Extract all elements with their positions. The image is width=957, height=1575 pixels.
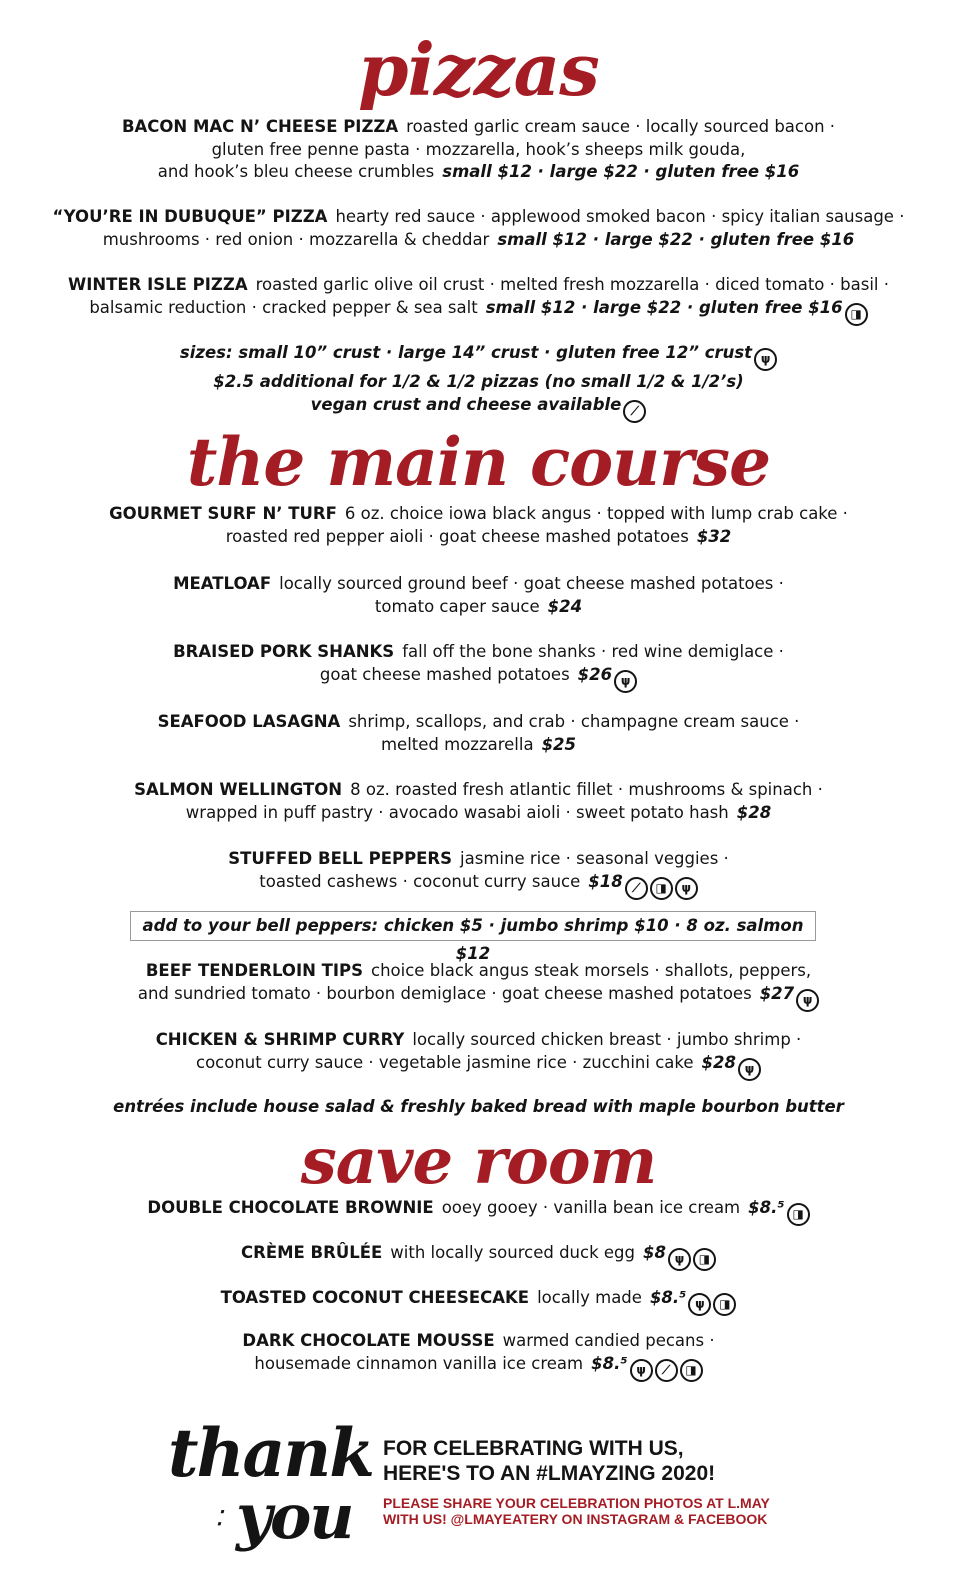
- item-name: BRAISED PORK SHANKS: [173, 642, 395, 661]
- item-desc: jasmine rice · seasonal veggies ·: [460, 849, 729, 868]
- save-room-heading: save room: [300, 1124, 657, 1199]
- bell-pepper-addons: add to your bell peppers: chicken $5 · jumbo shrimp $10 · 8 oz. salmon $12: [130, 911, 816, 941]
- item-desc-2: wrapped in puff pastry · avocado wasabi aioli · sweet potato hash: [185, 802, 729, 822]
- menu-item-chicken-shrimp-curry: [0, 1029, 957, 1081]
- share-line-2: WITH US! @LMAYEATERY ON INSTAGRAM & FACEBOOK: [383, 1511, 768, 1527]
- item-name: GOURMET SURF N’ TURF: [109, 504, 337, 523]
- wheat-icon: ψ: [630, 1359, 653, 1382]
- item-desc: ooey gooey · vanilla bean ice cream: [441, 1198, 741, 1217]
- celebration-message: [383, 1436, 715, 1486]
- item-desc: with locally sourced duck egg: [390, 1243, 635, 1262]
- item-price: $8.⁵: [748, 1198, 785, 1217]
- menu-item-meatloaf: [0, 573, 957, 618]
- item-desc: locally sourced ground beef · goat cheese mashed potatoes ·: [279, 574, 784, 593]
- item-desc-2: coconut curry sauce · vegetable jasmine rice · zucchini cake: [196, 1052, 694, 1072]
- menu-item-coconut-cheesecake: [0, 1287, 957, 1316]
- milk-icon: ◨: [680, 1359, 703, 1382]
- pizza-notes: [0, 342, 957, 423]
- wheat-icon: ψ: [675, 877, 698, 900]
- menu-item-pork-shanks: [0, 641, 957, 693]
- thank-word: thank: [168, 1414, 373, 1492]
- celebration-line-1: FOR CELEBRATING WITH US,: [383, 1437, 684, 1460]
- wheat-icon: ψ: [614, 670, 637, 693]
- menu-item-salmon-wellington: [0, 779, 957, 824]
- item-desc: locally sourced chicken breast · jumbo shrimp ·: [412, 1030, 802, 1049]
- item-desc-2: goat cheese mashed potatoes: [319, 664, 570, 684]
- wheat-icon: ψ: [754, 348, 777, 371]
- item-name: SALMON WELLINGTON: [134, 780, 343, 799]
- item-name: “YOU’RE IN DUBUQUE” PIZZA: [52, 207, 328, 226]
- menu-item-creme-brulee: [0, 1242, 957, 1271]
- item-name: WINTER ISLE PIZZA: [68, 275, 248, 294]
- item-desc: warmed candied pecans ·: [502, 1331, 715, 1350]
- item-name: DOUBLE CHOCOLATE BROWNIE: [147, 1198, 434, 1217]
- menu-item-bacon-mac-pizza: [0, 116, 957, 184]
- item-price: $24: [547, 596, 583, 616]
- item-price: small $12 · large $22 · gluten free $16: [442, 162, 800, 181]
- item-price: $18: [588, 871, 623, 891]
- item-desc: choice black angus steak morsels · shallots, peppers,: [371, 961, 812, 980]
- share-line-1: PLEASE SHARE YOUR CELEBRATION PHOTOS AT L.MAY: [383, 1495, 770, 1511]
- thank-you-script: [168, 1414, 373, 1568]
- celebration-line-2: HERE'S TO AN #LMAYZING 2020!: [383, 1462, 716, 1485]
- wheat-icon: ψ: [688, 1293, 711, 1316]
- item-name: BACON MAC N’ CHEESE PIZZA: [121, 117, 399, 136]
- decorative-dots: ⁚: [216, 1506, 223, 1530]
- you-word: you: [236, 1480, 353, 1553]
- pizza-vegan-note: vegan crust and cheese available: [310, 394, 622, 414]
- pizzas-heading: pizzas: [358, 27, 599, 112]
- wheat-icon: ψ: [668, 1248, 691, 1271]
- entree-note-text: entrées include house salad & freshly baked bread with maple bourbon butter: [113, 1097, 844, 1116]
- item-desc-2: roasted red pepper aioli · goat cheese mashed potatoes: [225, 526, 689, 546]
- wheat-icon: ψ: [738, 1058, 761, 1081]
- item-price: $25: [541, 734, 577, 754]
- item-price: $27: [759, 983, 795, 1003]
- milk-icon: ◨: [713, 1293, 736, 1316]
- entree-note: [0, 1096, 957, 1119]
- item-desc-2: melted mozzarella: [380, 734, 534, 754]
- milk-icon: ◨: [845, 303, 868, 326]
- pizza-half-note: $2.5 additional for 1/2 & 1/2 pizzas (no small 1/2 & 1/2’s): [213, 372, 744, 391]
- milk-icon: ◨: [650, 877, 673, 900]
- item-price: $32: [696, 526, 732, 546]
- item-name: CRÈME BRÛLÉE: [241, 1243, 383, 1262]
- item-desc: shrimp, scallops, and crab · champagne cream sauce ·: [348, 712, 800, 731]
- item-desc: hearty red sauce · applewood smoked bacon · spicy italian sausage ·: [335, 207, 905, 226]
- carrot-icon: ⟋: [625, 877, 648, 900]
- carrot-icon: ⟋: [655, 1359, 678, 1382]
- item-name: SEAFOOD LASAGNA: [157, 712, 341, 731]
- main-course-heading: the main course: [186, 423, 771, 501]
- wheat-icon: ψ: [796, 989, 819, 1012]
- item-price: $8: [643, 1243, 666, 1262]
- item-desc: locally made: [537, 1288, 642, 1307]
- item-name: DARK CHOCOLATE MOUSSE: [242, 1331, 495, 1350]
- item-name: STUFFED BELL PEPPERS: [228, 849, 453, 868]
- milk-icon: ◨: [787, 1203, 810, 1226]
- carrot-icon: ⟋: [623, 400, 646, 423]
- item-desc: roasted garlic olive oil crust · melted fresh mozzarella · diced tomato · basil ·: [255, 275, 889, 294]
- item-desc: 6 oz. choice iowa black angus · topped with lump crab cake ·: [344, 504, 848, 523]
- item-price: $8.⁵: [649, 1288, 687, 1307]
- item-desc-2: and sundried tomato · bourbon demiglace · goat cheese mashed potatoes: [137, 983, 752, 1003]
- item-price: $28: [701, 1052, 736, 1072]
- item-price: $28: [736, 802, 772, 822]
- pizza-sizes-note: sizes: small 10” crust · large 14” crust · gluten free 12” crust: [179, 343, 753, 362]
- item-desc-2: balsamic reduction · cracked pepper & sea salt: [89, 297, 478, 317]
- menu-item-winter-isle-pizza: [0, 274, 957, 326]
- menu-item-seafood-lasagna: [0, 711, 957, 756]
- item-desc-2: mushrooms · red onion · mozzarella & cheddar: [102, 229, 490, 249]
- item-price: small $12 · large $22 · gluten free $16: [485, 297, 843, 317]
- item-price: $8.⁵: [591, 1353, 628, 1373]
- social-share-message: [383, 1495, 770, 1527]
- item-desc-2: toasted cashews · coconut curry sauce: [259, 871, 581, 891]
- item-desc: 8 oz. roasted fresh atlantic fillet · mushrooms & spinach ·: [350, 780, 823, 799]
- menu-item-stuffed-peppers: [0, 848, 957, 900]
- item-name: CHICKEN & SHRIMP CURRY: [155, 1030, 405, 1049]
- menu-item-dubuque-pizza: [0, 206, 957, 251]
- item-name: TOASTED COCONUT CHEESECAKE: [220, 1288, 530, 1307]
- item-desc: roasted garlic cream sauce · locally sourced bacon ·: [406, 117, 836, 136]
- item-desc-2: tomato caper sauce: [374, 596, 540, 616]
- milk-icon: ◨: [693, 1248, 716, 1271]
- item-desc: fall off the bone shanks · red wine demiglace ·: [402, 642, 784, 661]
- item-price: small $12 · large $22 · gluten free $16: [497, 229, 855, 249]
- item-desc-3: and hook’s bleu cheese crumbles: [157, 162, 435, 181]
- menu-item-brownie: [0, 1197, 957, 1226]
- item-desc-2: gluten free penne pasta · mozzarella, hook’s sheeps milk gouda,: [211, 139, 746, 159]
- menu-item-chocolate-mousse: [0, 1330, 957, 1382]
- item-desc-2: housemade cinnamon vanilla ice cream: [254, 1353, 584, 1373]
- item-name: MEATLOAF: [173, 574, 272, 593]
- item-name: BEEF TENDERLOIN TIPS: [145, 961, 364, 980]
- menu-item-surf-n-turf: [0, 503, 957, 548]
- item-price: $26: [577, 664, 613, 684]
- menu-item-beef-tenderloin: [0, 960, 957, 1012]
